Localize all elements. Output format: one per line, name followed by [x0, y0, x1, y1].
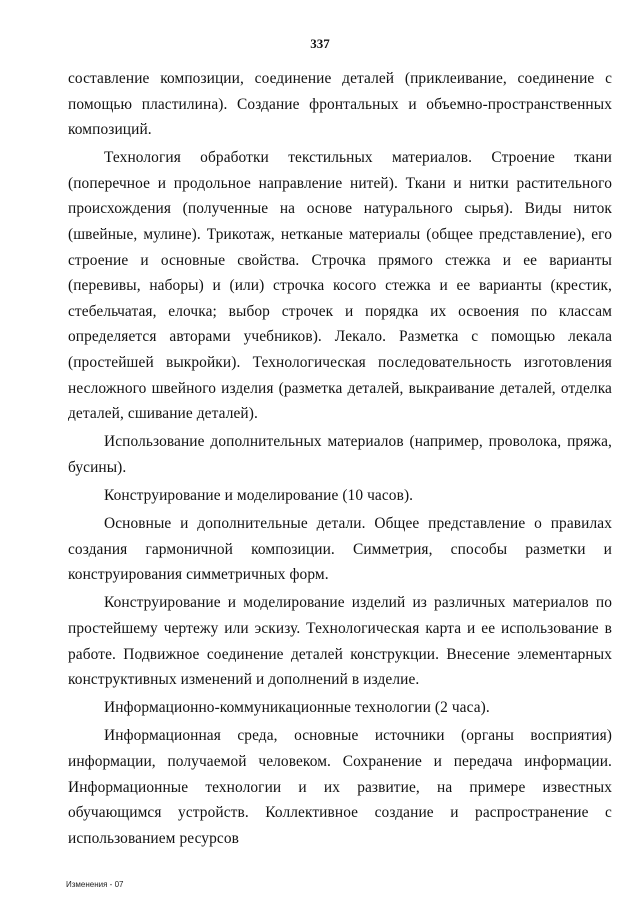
paragraph: Основные и дополнительные детали. Общее представление о правилах создания гармоничной композиции. Симметрия, способы разметки и конструирования симметричных форм. — [68, 515, 612, 584]
paragraph: Использование дополнительных материалов (например, проволока, пряжа, бусины). — [68, 433, 612, 476]
footer-revision-note: Изменения - 07 — [66, 880, 124, 889]
page-number: 337 — [310, 36, 330, 51]
section-heading: Информационно-коммуникационные технологии (2 часа). — [104, 699, 490, 717]
paragraph: Конструирование и моделирование изделий из различных материалов по простейшему чертежу или эскизу. Технологическая карта и ее использование в работе. Подвижное соединение деталей конструкции. Внесение элементарных конструктивных изменений и дополнений в изделие. — [68, 594, 612, 689]
paragraph: Технология обработки текстильных материалов. Строение ткани (поперечное и продольное направление нитей). Ткани и нитки растительного происхождения (полученные на основе натурального сырья). Виды ниток (швейные, мулине). Трикотаж, нетканые материалы (общее представление), его строение и основные свойства. Строчка прямого стежка и ее варианты (перевивы, наборы) и (или) строчка косого стежка и ее варианты (крестик, стебельчатая, елочка; выбор строчек и порядка их освоения по классам определяется авторами учебников). Лекало. Разметка с помощью лекала (простейшей выкройки). Технологическая последовательность изготовления несложного швейного изделия (разметка деталей, выкраивание деталей, отделка деталей, сшивание деталей). — [68, 149, 612, 423]
body-text — [68, 66, 612, 854]
paragraph: составление композиции, соединение деталей (приклеивание, соединение с помощью пластилина). Создание фронтальных и объемно-пространственных композиций. — [68, 70, 612, 139]
paragraph: Информационная среда, основные источники (органы восприятия) информации, получаемой человеком. Сохранение и передача информации. Информационные технологии и их развитие, на примере известных обучающимся устройств. Коллективное создание и распространение с использованием ресурсов — [68, 727, 612, 847]
section-heading: Конструирование и моделирование (10 часов). — [104, 487, 414, 504]
